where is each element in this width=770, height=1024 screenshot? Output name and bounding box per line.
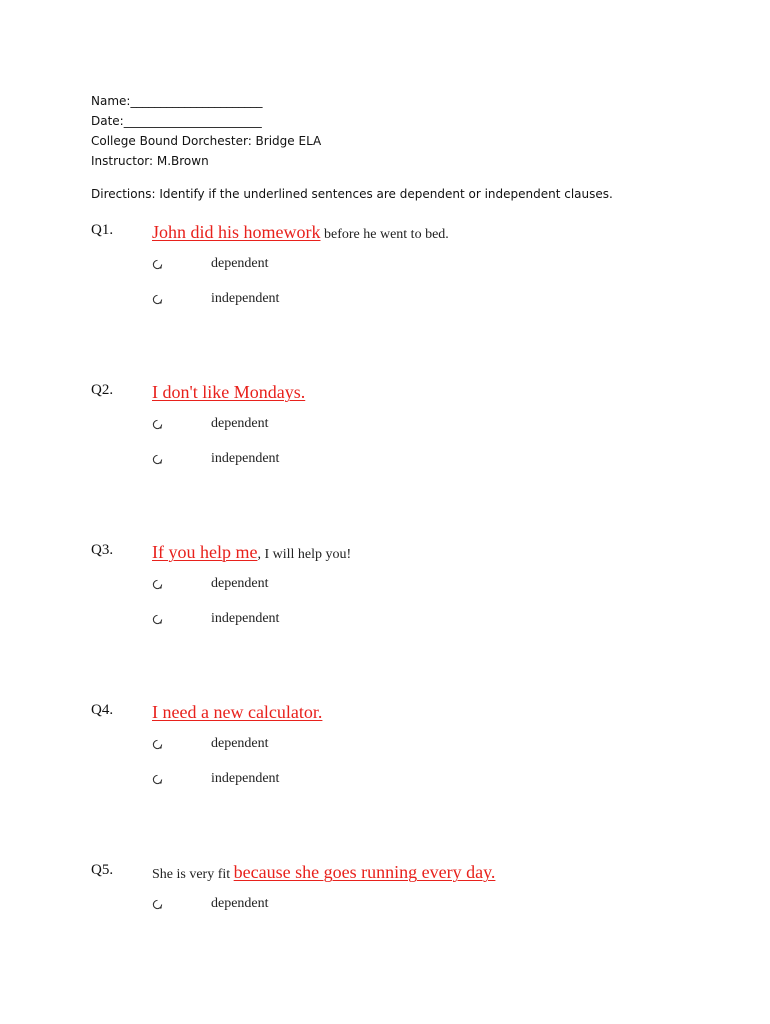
answer-option-independent[interactable] xyxy=(152,611,352,631)
answer-option-dependent[interactable] xyxy=(152,416,352,436)
question-sentence xyxy=(152,702,322,723)
radio-button-icon[interactable] xyxy=(152,774,163,785)
option-label: independent xyxy=(211,451,280,466)
question-sentence xyxy=(152,382,305,403)
question-sentence xyxy=(152,542,351,563)
radio-button-icon[interactable] xyxy=(152,259,163,270)
question-number: Q1. xyxy=(91,222,114,238)
date-line: Date:_______________________ xyxy=(91,114,262,128)
question-number: Q3. xyxy=(91,542,114,558)
answer-option-dependent[interactable] xyxy=(152,896,352,916)
question-4 xyxy=(0,702,770,842)
answer-option-independent[interactable] xyxy=(152,451,352,471)
option-label: dependent xyxy=(211,896,269,911)
radio-button-icon[interactable] xyxy=(152,614,163,625)
option-label: independent xyxy=(211,291,280,306)
underlined-clause: John did his homework xyxy=(152,222,321,242)
answer-option-independent[interactable] xyxy=(152,771,352,791)
radio-button-icon[interactable] xyxy=(152,899,163,910)
radio-button-icon[interactable] xyxy=(152,579,163,590)
course-line: College Bound Dorchester: Bridge ELA xyxy=(91,134,322,148)
sentence-pre-text: She is very fit xyxy=(152,867,234,882)
option-label: independent xyxy=(211,611,280,626)
option-label: dependent xyxy=(211,416,269,431)
question-5 xyxy=(0,862,770,1002)
underlined-clause: I need a new calculator. xyxy=(152,702,323,722)
answer-option-dependent[interactable] xyxy=(152,736,352,756)
underlined-clause: because she goes running every day. xyxy=(233,862,496,882)
question-number: Q4. xyxy=(91,702,114,718)
option-label: independent xyxy=(211,771,280,786)
sentence-post-text: , I will help you! xyxy=(257,547,352,562)
question-sentence xyxy=(152,222,449,243)
option-label: dependent xyxy=(211,736,269,751)
radio-button-icon[interactable] xyxy=(152,454,163,465)
underlined-clause: I don't like Mondays. xyxy=(152,382,306,402)
answer-option-dependent[interactable] xyxy=(152,576,352,596)
answer-option-independent[interactable] xyxy=(152,291,352,311)
question-3 xyxy=(0,542,770,682)
underlined-clause: If you help me xyxy=(152,542,258,562)
directions-text: Directions: Identify if the underlined sentences are dependent or independent clauses. xyxy=(91,187,613,201)
question-number: Q5. xyxy=(91,862,114,878)
question-1 xyxy=(0,222,770,362)
question-sentence xyxy=(152,862,495,883)
radio-button-icon[interactable] xyxy=(152,739,163,750)
option-label: dependent xyxy=(211,576,269,591)
answer-option-dependent[interactable] xyxy=(152,256,352,276)
radio-button-icon[interactable] xyxy=(152,419,163,430)
instructor-line: Instructor: M.Brown xyxy=(91,154,209,168)
option-label: dependent xyxy=(211,256,269,271)
name-line: Name:______________________ xyxy=(91,94,263,108)
question-number: Q2. xyxy=(91,382,114,398)
radio-button-icon[interactable] xyxy=(152,294,163,305)
question-2 xyxy=(0,382,770,522)
sentence-post-text: before he went to bed. xyxy=(320,227,449,242)
